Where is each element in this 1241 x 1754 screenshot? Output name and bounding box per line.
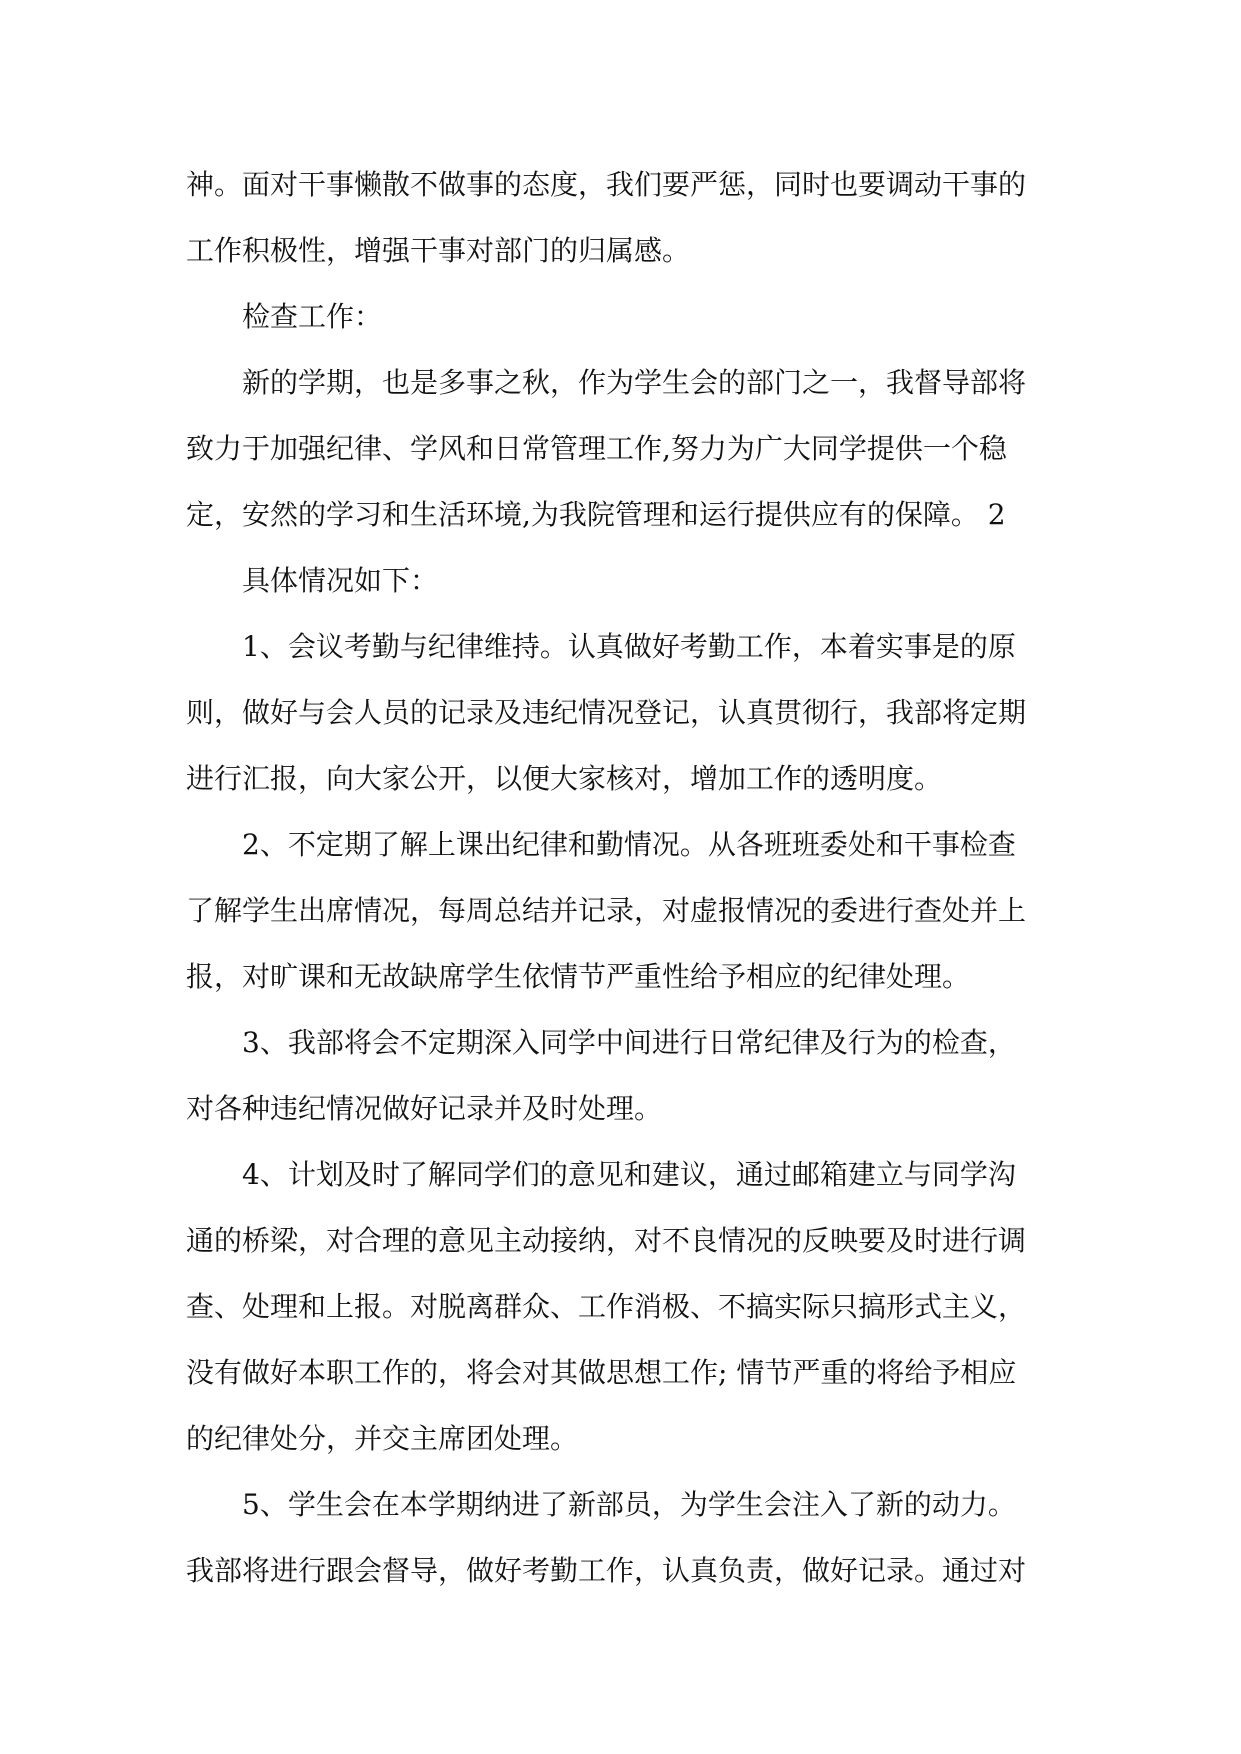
list-item-3: 3、我部将会不定期深入同学中间进行日常纪律及行为的检查， — [242, 1026, 1016, 1059]
text-line: 没有做好本职工作的，将会对其做思想工作; 情节严重的将给予相应 — [186, 1356, 1017, 1389]
text-line: 则，做好与会人员的记录及违纪情况登记，认真贯彻行，我部将定期 — [186, 696, 1027, 729]
text-line: 查、处理和上报。对脱离群众、工作消极、不搞实际只搞形式主义， — [186, 1290, 1027, 1323]
text-line: 定，安然的学习和生活环境,为我院管理和运行提供应有的保障。 2 — [186, 498, 1006, 531]
text-line: 具体情况如下： — [242, 564, 439, 597]
text-line: 神。面对干事懒散不做事的态度，我们要严惩，同时也要调动干事的 — [186, 168, 1027, 201]
section-heading: 检查工作： — [242, 300, 383, 333]
text-line: 工作积极性，增强干事对部门的归属感。 — [186, 234, 691, 267]
text-line: 致力于加强纪律、学风和日常管理工作,努力为广大同学提供一个稳 — [186, 432, 1007, 465]
text-line: 通的桥梁，对合理的意见主动接纳，对不良情况的反映要及时进行调 — [186, 1224, 1027, 1257]
list-item-1: 1、会议考勤与纪律维持。认真做好考勤工作，本着实事是的原 — [242, 630, 1016, 663]
text-line: 新的学期，也是多事之秋，作为学生会的部门之一，我督导部将 — [242, 366, 1027, 399]
text-line: 报，对旷课和无故缺席学生依情节严重性给予相应的纪律处理。 — [186, 960, 971, 993]
text-line: 的纪律处分，并交主席团处理。 — [186, 1422, 579, 1455]
text-line: 进行汇报，向大家公开，以便大家核对，增加工作的透明度。 — [186, 762, 943, 795]
list-item-2: 2、不定期了解上课出纪律和勤情况。从各班班委处和干事检查 — [242, 828, 1016, 861]
text-line: 我部将进行跟会督导，做好考勤工作，认真负责，做好记录。通过对 — [186, 1554, 1027, 1587]
list-item-5: 5、学生会在本学期纳进了新部员，为学生会注入了新的动力。 — [242, 1488, 1016, 1521]
text-line: 对各种违纪情况做好记录并及时处理。 — [186, 1092, 663, 1125]
document-body — [186, 152, 1054, 1604]
text-line: 了解学生出席情况，每周总结并记录，对虚报情况的委进行查处并上 — [186, 894, 1027, 927]
list-item-4: 4、计划及时了解同学们的意见和建议，通过邮箱建立与同学沟 — [242, 1158, 1016, 1191]
